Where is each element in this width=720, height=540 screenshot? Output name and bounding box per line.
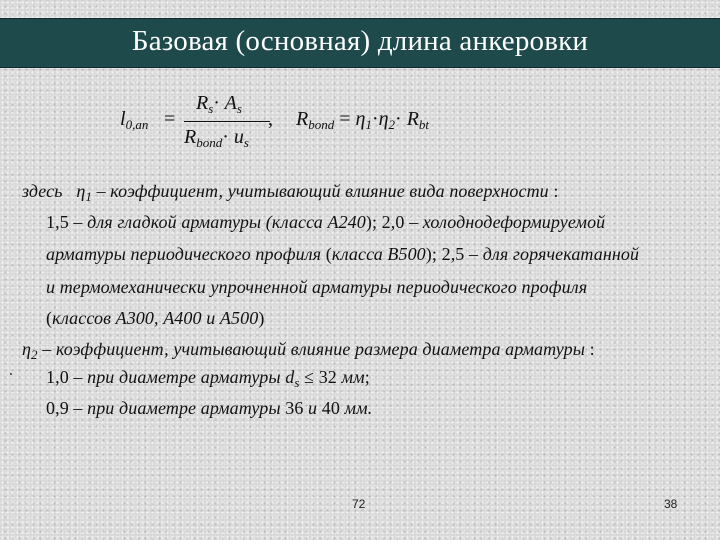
stray-mark: [10, 373, 12, 375]
line-diameter-36-40: 0,9 – при диаметре арматуры 36 и 40 мм.: [46, 398, 373, 418]
line-eta1-definition: здесь $\eta_1$ – коэффициент, учитывающий влияние вида поверхности :: [22, 181, 559, 204]
line-diameter-32: 1,0 – при диаметре арматуры $d_s \le 32$ мм;: [46, 367, 370, 390]
line-thermomechanical: и термомеханически упрочненной арматуры периодического профиля: [46, 277, 588, 297]
formula-numerator: $R_s\cdot A_s$: [196, 92, 242, 116]
formula-bond: $R_{bond} = \eta_1\cdot\eta_2\cdot R_{bt}$: [296, 108, 430, 132]
formula-denominator: $R_{bond}\cdot u_s$: [184, 126, 249, 150]
line-smooth-coldformed: 1,5 – для гладкой арматуры (класса А240); 2,0 – холоднодеформируемой: [46, 212, 606, 232]
formula-lhs: $l_{0,an}$: [120, 108, 149, 132]
line-eta2-definition: $\eta_2$ – коэффициент, учитывающий влияние размера диаметра арматуры :: [22, 339, 595, 362]
line-classes: (классов А300, А400 и А500): [46, 308, 265, 328]
slide-title: Базовая (основная) длина анкеровки: [131, 25, 589, 57]
page-number-left: 72: [352, 497, 366, 511]
formula-comma: ,: [268, 108, 273, 130]
formula-equals-1: =: [164, 108, 176, 130]
line-periodic-hotrolled: арматуры периодического профиля (класса В500); 2,5 – для горячекатанной: [46, 244, 640, 264]
page-number-right: 38: [664, 497, 678, 511]
